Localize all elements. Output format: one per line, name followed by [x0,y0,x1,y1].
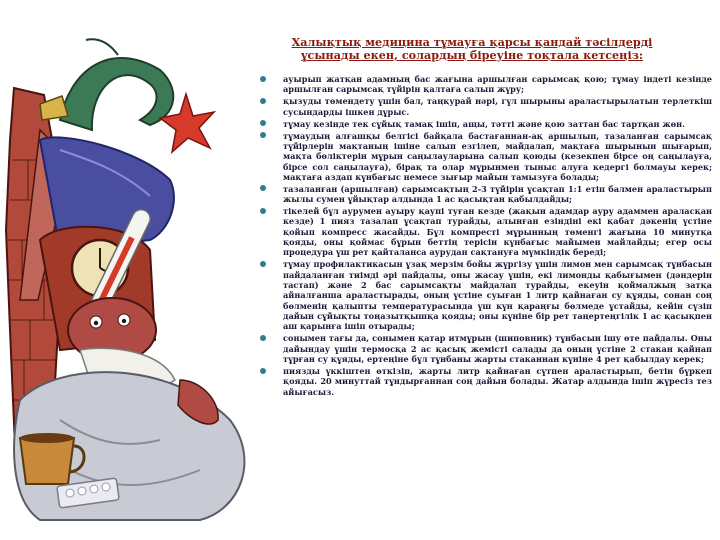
bullet-dot-icon [260,185,266,191]
list-item-text: пиязды үккіштен өткізіп, жарты литр қайнаған сүтпен араластырып, бетін бүркеп қояды. 20 минуттай тұндырғаннан соң дайын болады. Жатар алдында ішіп жүресіз тез айығасыз. [283,366,712,397]
list-item [260,119,712,129]
sick-tower-illustration [0,0,268,540]
list-item [260,184,712,205]
remedies-list [260,74,712,399]
bullet-dot-icon [260,132,266,138]
bullet-dot-icon [260,120,266,126]
list-item [260,96,712,117]
list-item-text: тазаланған (аршылған) сарымсақтың 2-3 түйірін ұсақтап 1:1 етіп балмен араластырып жылы сумен ұйықтар алдында 1 ас қасықтан қабылдайды; [283,183,712,205]
list-item-text: тікелей бұл аурумен ауыру қаупі туған кезде (жақын адамдар ауру адаммен араласқан кезде) 1 пияз тазалап ұсақтап турайды, алынған езіндіні екі қабат дәкенің үстіне қойып компресс жасайды. Бұл компресті мұрынның төменгі жағына 10 минутқа қояды, оны қоймас бұрын беттің терісін күнбағыс майымен майлайды; егер осы процедура үш рет қайталанса аурудан сақтануға мүмкіндік береді; [283,206,712,258]
bullet-dot-icon [260,261,266,267]
bullet-dot-icon [260,98,266,104]
list-item-text: тұмау профилактикасын ұзақ мерзім бойы жүргізу үшін лимон мен сарымсақ тұнбасын пайдаланған тиімді әрі пайдалы, оны жасау үшін, екі лимонды қабығымен (дәндерін тастап) және 2 бас сарымсақты майдалап турайды, екеуін қоймалжың затқа айналғанша араластырады, оның үстіне суыған 1 литр қайнаған су құяды, сонан соң бөлменің қалыпты температурасында үш күн қараңғы бөлмеде ұстайды, кейін сүзіп дайын сұйықты тоңазытқышқа қояды; оны күніне бір рет таңертеңгілік 1 ас қасықпен аш қарынға ішіп отырады; [283,259,712,332]
bullet-dot-icon [260,368,266,374]
list-item [260,366,712,397]
bullet-dot-icon [260,76,266,82]
list-item-text: тұмаудың алғашқы белгісі байқала бастағаннан-ақ аршылып, тазаланған сарымсақ түйірлерін мақтаның ішіне салып езгілеп, майдалап, мақтаға шырынын шығарып, мақта бөліктерін мұрын саңылауларына салып қоюды (кезекпен бірсе оң саңылауға, бірсе сол саңылауға), бірақ та олар мұрынмен тыныс алуға кедергі болмауы керек; мақтаға аздап күнбағыс немесе зығыр майын тамызуға болады; [283,130,712,182]
slide-title: Халықтық медицина тұмауға қарсы қандай тәсілдерді ұсынады екен, солардың біреуіне тоқтала кетсеңіз: [291,35,653,62]
list-item [260,131,712,183]
list-item-text: ауырып жатқан адамның бас жағына аршылған сарымсақ қою; тұмау індеті кезінде аршылған сарымсақ түйірін қалтаға салып жүру; [283,74,712,95]
bullet-dot-icon [260,208,266,214]
bullet-dot-icon [260,335,266,341]
list-item [260,74,712,95]
list-item [260,259,712,331]
list-item-text: сонымен тағы да, сонымен қатар итмұрын (шиповник) тұнбасын ішу өте пайдалы. Оны дайындау үшін термосқа 2 ас қасық жемісті салады да оның үстіне 2 стакан қайнап тұрған су құяды, ертеңіне бұл тұнбаны жарты стаканнан күніне 4 рет қабылдау керек; [283,333,712,365]
list-item [260,333,712,364]
list-item-text: қызуды төмендету үшін бал, таңқурай нәрі, гүл шырыны араластырылатын терлеткіш сусындарды ішкен дұрыс. [283,96,712,117]
list-item-text: тұмау кезінде тек сұйық тамақ ішіп, ащы, тәтті және қою заттан бас тартқан жөн. [283,118,685,129]
list-item [260,206,712,258]
